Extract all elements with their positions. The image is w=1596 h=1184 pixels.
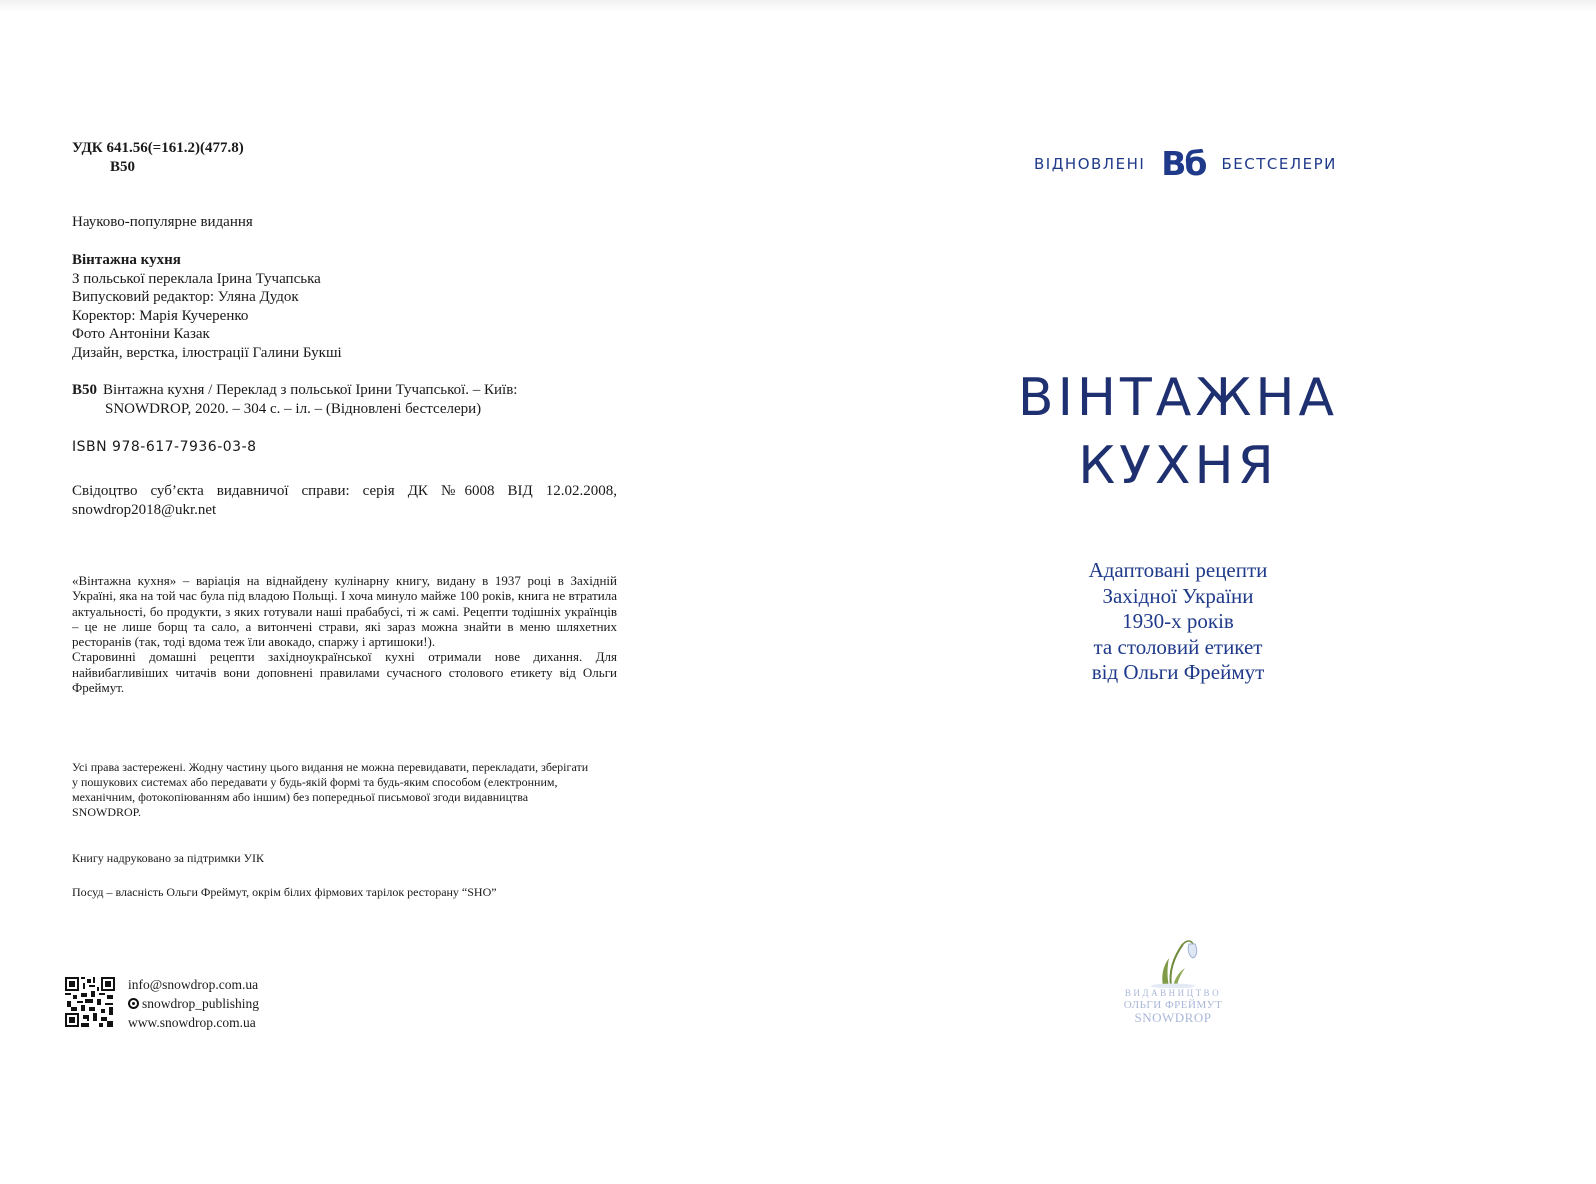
subtitle-line: від Ольги Фреймут [1091,660,1265,684]
subtitle-line: та столовий етикет [1093,634,1263,659]
udk-block [72,139,244,177]
publisher-certificate: Свідоцтво суб’єкта видавничої справи: серія ДК №6008 ВІД 12.02.2008, snowdrop2018@ukr.net [72,483,617,518]
book-title-line-1: ВІНТАЖНА [1017,368,1339,428]
series-word-left: ВІДНОВЛЕНІ [1034,155,1146,173]
catalog-entry [72,381,617,418]
rights-notice: Усі права застережені. Жодну частину цього видання не можна перевидавати, перекладати, зберігати у пошукових системах або передавати у будь-якій формі та будь-яким способом (електронним, механічним, фотокопіюванням або іншим) без попередньої письмової згоди видавництва SNOWDROP. [72,760,589,819]
credit-editor: Випусковий редактор: Уляна Дудок [72,289,299,305]
isbn: ISBN 978-617-7936-03-8 [72,439,257,455]
series-logo-mark: Вб [1161,144,1206,183]
publisher-logo [1118,932,1228,1025]
credits-block [72,251,342,362]
book-subtitle [800,558,1556,686]
qr-code-icon [65,977,115,1027]
catalog-code: В50 [72,382,98,398]
instagram-handle: snowdrop_publishing [142,996,260,1011]
snowdrop-flower-icon [1143,932,1203,988]
instagram-icon [128,998,139,1009]
genre-label: Науково-популярне видання [72,214,253,230]
book-title [800,364,1556,500]
book-description [72,573,617,695]
credit-proofreader: Коректор: Марія Кучеренко [72,307,249,324]
catalog-line-1: Вінтажна кухня / Переклад з польської Ірини Тучапської. – Київ: [103,382,518,398]
credit-design: Дизайн, верстка, ілюстрації Галини Букші [72,344,342,361]
book-title-imprint: Вінтажна кухня [72,252,181,268]
catalog-line-2: SNOWDROP, 2020. – 304 с. – іл. – (Відновлені бестселери) [105,400,482,417]
author-code: В50 [110,159,136,175]
credit-translator: З польської переклала Ірина Тучапська [72,270,321,287]
publisher-label: ВИДАВНИЦТВО [1124,988,1222,998]
contacts-block [128,975,259,1032]
book-title-line-2: КУХНЯ [1078,436,1278,496]
publisher-name: SNOWDROP [1134,1010,1212,1025]
title-page [800,0,1596,1144]
description-paragraph: Старовинні домашні рецепти західноукраїнської кухні отримали нове дихання. Для найвибагливіших читачів вони доповнені правилами сучасного столового етикету від Ольги Фреймут. [72,649,617,696]
description-paragraph: «Вінтажна кухня» – варіація на віднайдену кулінарну книгу, видану в 1937 році в Західній Україні, яка на той час була під владою Польщі. І хоча минуло майже 100 років, книга не втратила актуальності, бо продукти, з яких готували наші прабабусі, ті ж самі. Рецепти тодішніх українців – це не лише борщ та сало, а витончені страви, які зараз можна знайти в меню шляхетних ресторанів (так, тоді вдома теж їли авокадо, спаржу і артишоки!). [72,573,617,650]
series-header [1034,146,1337,182]
subtitle-line: Адаптовані рецепти [1088,558,1268,582]
subtitle-line: 1930-х років [1122,609,1234,633]
series-word-right: БЕСТСЕЛЕРИ [1221,155,1337,173]
subtitle-line: Західної України [1102,583,1254,608]
dishes-notice: Посуд – власність Ольги Фреймут, окрім білих фірмових тарілок ресторану “SHO” [72,885,497,899]
contact-instagram[interactable] [128,994,259,1013]
udk-code: УДК 641.56(=161.2)(477.8) [72,140,244,156]
credit-photo: Фото Антоніни Казак [72,326,210,342]
publisher-owner: ОЛЬГИ ФРЕЙМУТ [1123,999,1223,1011]
imprint-page [0,0,800,1144]
support-notice: Книгу надруковано за підтримки УІК [72,851,265,865]
contact-website[interactable]: www.snowdrop.com.ua [128,1015,256,1030]
contact-email[interactable]: info@snowdrop.com.ua [128,977,259,992]
